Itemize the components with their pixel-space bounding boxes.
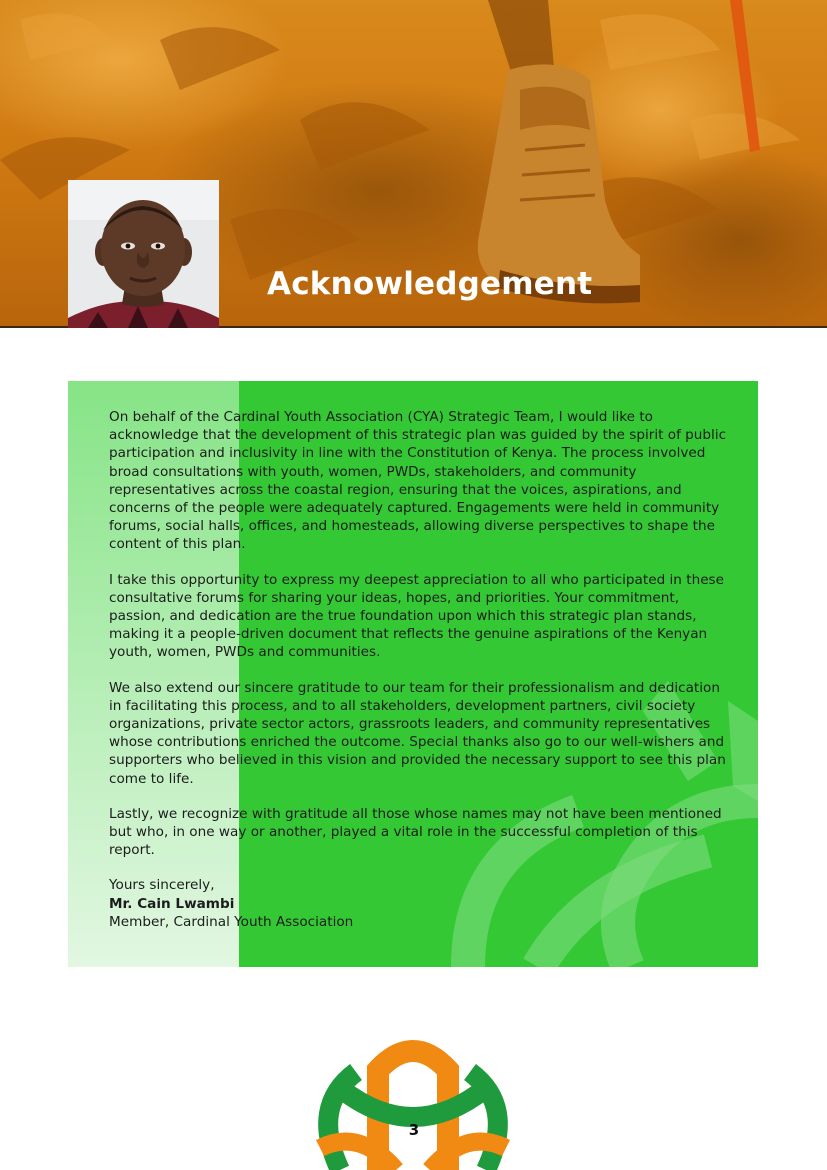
portrait-photo <box>68 180 219 328</box>
signer-name: Mr. Cain Lwambi <box>109 895 235 912</box>
page-title: Acknowledgement <box>267 266 593 302</box>
letter-paragraph-1: On behalf of the Cardinal Youth Association (CYA) Strategic Team, I would like to acknowledge that the development of this strategic plan was guided by the spirit of public participation and inclusivity in line with the Constitution of Kenya. The process involved broad consultations with youth, women, PWDs, stakeholders, and community representatives across the coastal region, ensuring that the voices, aspirations, and concerns of the people were adequately captured. Engagements were held in community forums, social halls, offices, and homesteads, allowing diverse perspectives to shape the content of this plan. <box>109 409 727 553</box>
letter-paragraph-4: Lastly, we recognize with gratitude all those whose names may not have been mentioned but who, in one way or another, played a vital role in the successful completion of this report. <box>109 805 722 859</box>
person-avatar-icon <box>68 180 219 328</box>
cardinal-youth-association-logo-icon <box>300 1036 526 1170</box>
closing-salutation: Yours sincerely, <box>109 877 215 894</box>
letter-signature-block <box>109 876 729 931</box>
acknowledgement-panel <box>68 381 758 967</box>
signer-title: Member, Cardinal Youth Association <box>109 913 354 930</box>
letter-paragraph-2: I take this opportunity to express my deepest appreciation to all who participated in these consultative forums for sharing your ideas, hopes, and priorities. Your commitment, passion, and dedication are the true foundation upon which this strategic plan stands, making it a people-driven document that reflects the genuine aspirations of the Kenyan youth, women, PWDs and communities. <box>109 571 724 661</box>
letter-paragraph-3: We also extend our sincere gratitude to our team for their professionalism and dedication in facilitating this process, and to all stakeholders, development partners, civil society organizations, private sector actors, grassroots leaders, and community representatives whose contributions enriched the outcome. Special thanks also go to our well-wishers and supporters who believed in this vision and provided the necessary support to see this plan come to life. <box>109 679 726 787</box>
letter-body <box>109 408 729 931</box>
page-number: 3 <box>408 1121 420 1139</box>
